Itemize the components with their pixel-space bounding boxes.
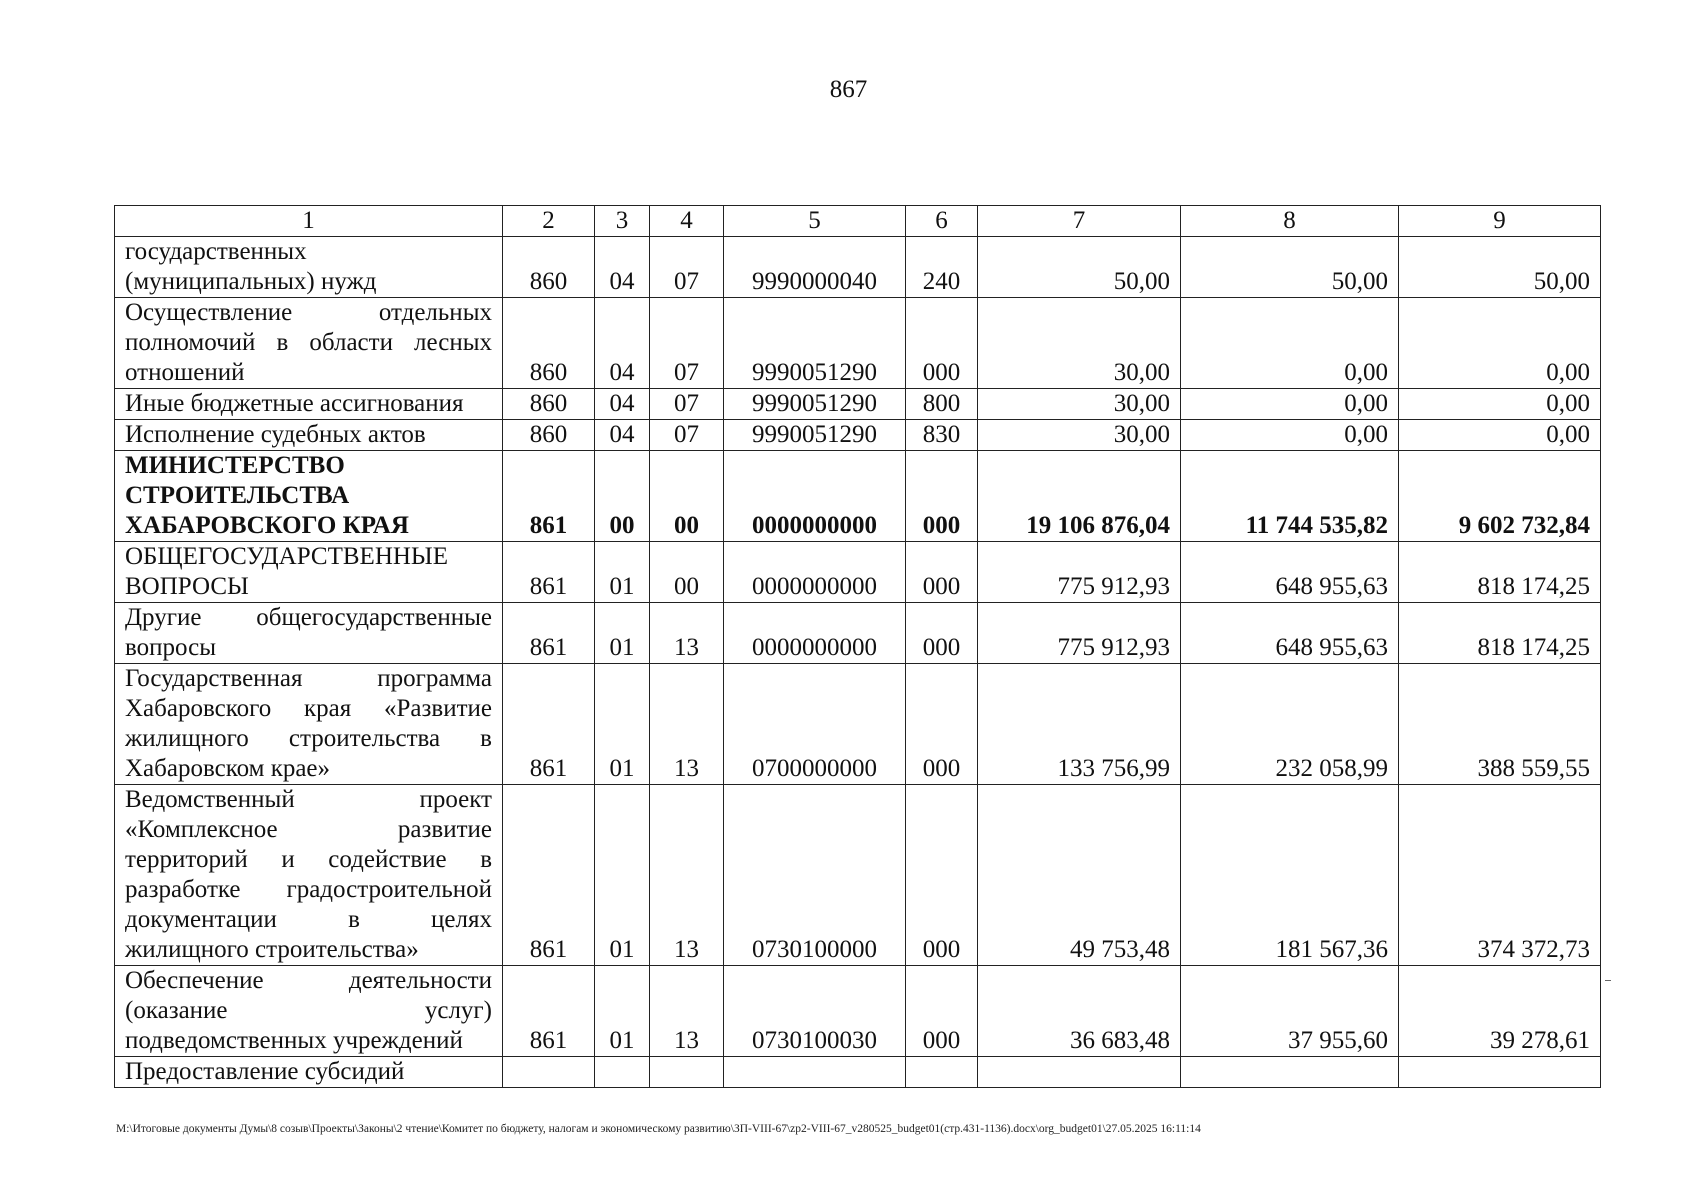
- cell-amount-8: 11 744 535,82: [1181, 451, 1399, 542]
- cell-amount-8: [1181, 1057, 1399, 1088]
- cell-target-article: 0730100030: [724, 966, 906, 1057]
- cell-amount-9: [1399, 1057, 1601, 1088]
- cell-amount-7: 775 912,93: [978, 603, 1181, 664]
- cell-amount-9: 9 602 732,84: [1399, 451, 1601, 542]
- cell-expense-type: 000: [906, 785, 978, 966]
- cell-amount-9: 39 278,61: [1399, 966, 1601, 1057]
- table-row: [115, 420, 1601, 451]
- cell-grbs: [503, 1057, 595, 1088]
- cell-expense-type: 240: [906, 237, 978, 298]
- cell-amount-9: 818 174,25: [1399, 542, 1601, 603]
- cell-amount-7: [978, 1057, 1181, 1088]
- column-header: 9: [1399, 206, 1601, 237]
- cell-subsection: 07: [650, 420, 724, 451]
- document-path-footer: M:\Итоговые документы Думы\8 созыв\Проекты\Законы\2 чтение\Комитет по бюджету, налогам и экономическому развитию\ЗП-VIII-67\zp2-VIII-67_v280525_budget01(стр.431-1136).docx\org_budget01\27.05.2025 16:11:14: [116, 1123, 1201, 1135]
- cell-grbs: 860: [503, 389, 595, 420]
- cell-amount-7: 19 106 876,04: [978, 451, 1181, 542]
- cell-grbs: 861: [503, 603, 595, 664]
- cell-section: 04: [595, 237, 650, 298]
- cell-subsection: 07: [650, 298, 724, 389]
- row-name: Другие общегосударственные вопросы: [115, 603, 503, 664]
- row-name: Осуществление отдельных полномочий в области лесных отношений: [115, 298, 503, 389]
- row-name: ОБЩЕГОСУДАРСТВЕННЫЕ ВОПРОСЫ: [115, 542, 503, 603]
- row-name: Предоставление субсидий: [115, 1057, 503, 1088]
- cell-section: 01: [595, 542, 650, 603]
- column-header: 4: [650, 206, 724, 237]
- cell-amount-7: 775 912,93: [978, 542, 1181, 603]
- cell-target-article: 9990051290: [724, 298, 906, 389]
- cell-subsection: [650, 1057, 724, 1088]
- cell-amount-9: 0,00: [1399, 420, 1601, 451]
- table-row-continued: [115, 1057, 1601, 1088]
- column-header: 5: [724, 206, 906, 237]
- scan-mark: [1605, 980, 1611, 981]
- cell-section: 01: [595, 785, 650, 966]
- cell-amount-7: 49 753,48: [978, 785, 1181, 966]
- cell-target-article: 0700000000: [724, 664, 906, 785]
- cell-section: 04: [595, 420, 650, 451]
- cell-subsection: 13: [650, 785, 724, 966]
- cell-section: 04: [595, 389, 650, 420]
- column-header: 3: [595, 206, 650, 237]
- cell-amount-7: 30,00: [978, 389, 1181, 420]
- cell-expense-type: 000: [906, 542, 978, 603]
- cell-grbs: 861: [503, 966, 595, 1057]
- column-header: 7: [978, 206, 1181, 237]
- cell-amount-8: 648 955,63: [1181, 603, 1399, 664]
- cell-expense-type: 830: [906, 420, 978, 451]
- cell-target-article: 9990051290: [724, 389, 906, 420]
- cell-subsection: 00: [650, 542, 724, 603]
- column-header: 2: [503, 206, 595, 237]
- budget-table: [114, 205, 1601, 1088]
- table-row: [115, 664, 1601, 785]
- cell-amount-8: 50,00: [1181, 237, 1399, 298]
- table-header-row: [115, 206, 1601, 237]
- cell-grbs: 860: [503, 420, 595, 451]
- cell-expense-type: [906, 1057, 978, 1088]
- cell-grbs: 861: [503, 785, 595, 966]
- cell-expense-type: 000: [906, 603, 978, 664]
- cell-section: 04: [595, 298, 650, 389]
- cell-target-article: 0730100000: [724, 785, 906, 966]
- row-name: государственных (муниципальных) нужд: [115, 237, 503, 298]
- cell-section: 01: [595, 664, 650, 785]
- cell-amount-8: 181 567,36: [1181, 785, 1399, 966]
- row-name: Обеспечение деятельности (оказание услуг) подведомственных учреждений: [115, 966, 503, 1057]
- cell-target-article: 0000000000: [724, 603, 906, 664]
- row-name: Государственная программа Хабаровского края «Развитие жилищного строительства в Хабаровском крае»: [115, 664, 503, 785]
- cell-target-article: [724, 1057, 906, 1088]
- row-name: МИНИСТЕРСТВО СТРОИТЕЛЬСТВА ХАБАРОВСКОГО КРАЯ: [115, 451, 503, 542]
- table-row: [115, 237, 1601, 298]
- cell-amount-8: 232 058,99: [1181, 664, 1399, 785]
- cell-section: 00: [595, 451, 650, 542]
- cell-subsection: 07: [650, 237, 724, 298]
- cell-amount-9: 0,00: [1399, 298, 1601, 389]
- cell-amount-7: 36 683,48: [978, 966, 1181, 1057]
- cell-target-article: 0000000000: [724, 542, 906, 603]
- column-header: 1: [115, 206, 503, 237]
- cell-amount-9: 50,00: [1399, 237, 1601, 298]
- cell-amount-9: 818 174,25: [1399, 603, 1601, 664]
- cell-amount-7: 30,00: [978, 420, 1181, 451]
- cell-amount-7: 30,00: [978, 298, 1181, 389]
- cell-amount-8: 0,00: [1181, 420, 1399, 451]
- row-name: Ведомственный проект «Комплексное развитие территорий и содействие в разработке градостроительной документации в целях жилищного строительства»: [115, 785, 503, 966]
- cell-amount-9: 0,00: [1399, 389, 1601, 420]
- table-row: [115, 966, 1601, 1057]
- table-row: [115, 298, 1601, 389]
- cell-target-article: 9990051290: [724, 420, 906, 451]
- cell-subsection: 13: [650, 966, 724, 1057]
- cell-subsection: 13: [650, 664, 724, 785]
- cell-subsection: 00: [650, 451, 724, 542]
- cell-amount-8: 648 955,63: [1181, 542, 1399, 603]
- cell-amount-7: 133 756,99: [978, 664, 1181, 785]
- table-row: [115, 389, 1601, 420]
- table-row: [115, 542, 1601, 603]
- cell-expense-type: 000: [906, 298, 978, 389]
- cell-expense-type: 000: [906, 966, 978, 1057]
- cell-target-article: 0000000000: [724, 451, 906, 542]
- cell-amount-7: 50,00: [978, 237, 1181, 298]
- cell-amount-8: 0,00: [1181, 389, 1399, 420]
- cell-subsection: 07: [650, 389, 724, 420]
- cell-grbs: 861: [503, 664, 595, 785]
- cell-target-article: 9990000040: [724, 237, 906, 298]
- row-name: Исполнение судебных актов: [115, 420, 503, 451]
- column-header: 6: [906, 206, 978, 237]
- cell-section: 01: [595, 966, 650, 1057]
- table-row: [115, 603, 1601, 664]
- row-name: Иные бюджетные ассигнования: [115, 389, 503, 420]
- cell-amount-8: 0,00: [1181, 298, 1399, 389]
- cell-expense-type: 800: [906, 389, 978, 420]
- cell-grbs: 861: [503, 542, 595, 603]
- table-row: [115, 785, 1601, 966]
- cell-grbs: 860: [503, 298, 595, 389]
- cell-amount-9: 388 559,55: [1399, 664, 1601, 785]
- cell-amount-9: 374 372,73: [1399, 785, 1601, 966]
- cell-expense-type: 000: [906, 664, 978, 785]
- table-row-ministry-total: [115, 451, 1601, 542]
- cell-section: [595, 1057, 650, 1088]
- cell-subsection: 13: [650, 603, 724, 664]
- page-number: 867: [829, 76, 868, 103]
- cell-section: 01: [595, 603, 650, 664]
- column-header: 8: [1181, 206, 1399, 237]
- cell-amount-8: 37 955,60: [1181, 966, 1399, 1057]
- cell-grbs: 860: [503, 237, 595, 298]
- cell-expense-type: 000: [906, 451, 978, 542]
- cell-grbs: 861: [503, 451, 595, 542]
